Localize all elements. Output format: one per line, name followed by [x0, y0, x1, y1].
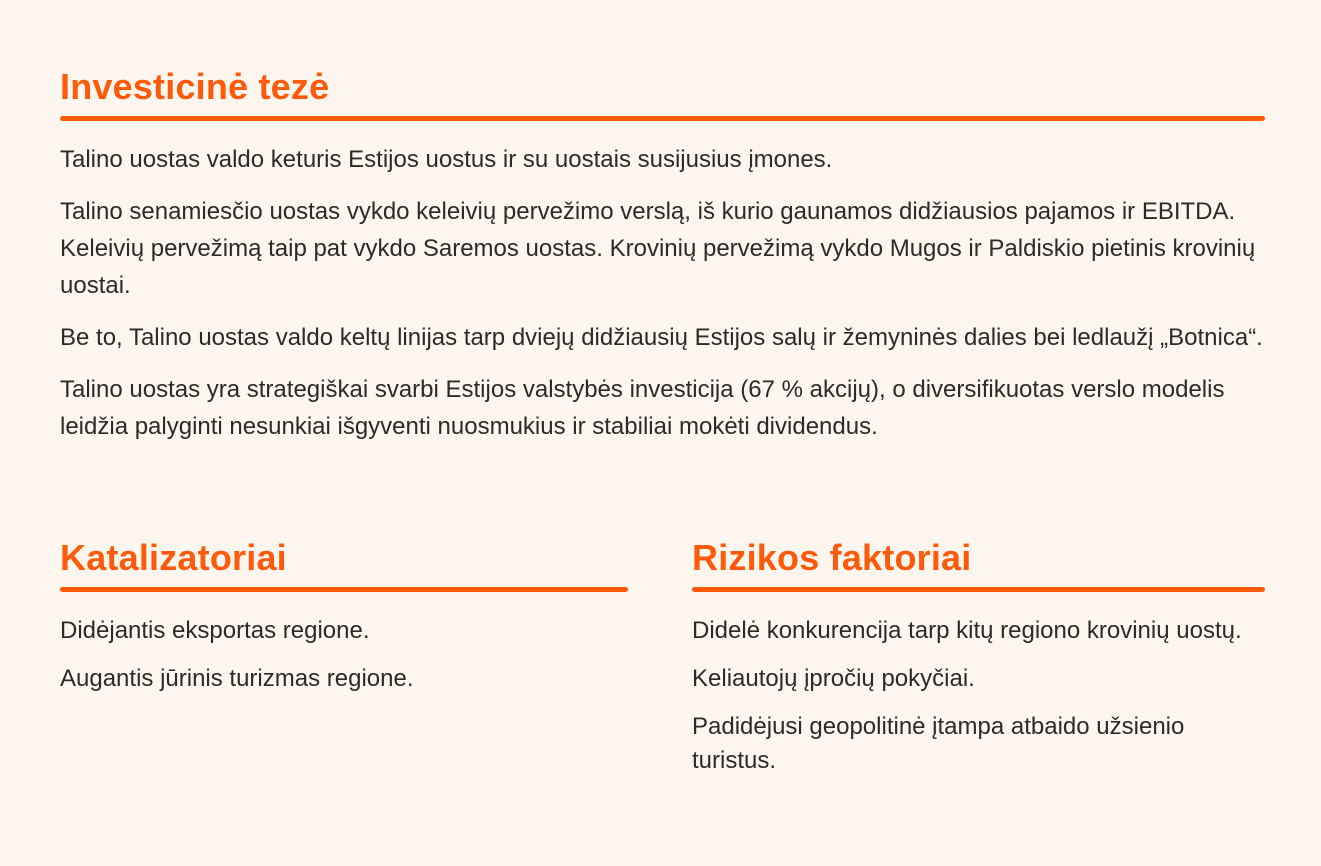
catalyst-item-1: Didėjantis eksportas regione.: [60, 617, 370, 644]
catalysts-title-divider: [60, 587, 628, 592]
investment-thesis-section: [60, 66, 1265, 460]
catalyst-item-2: Augantis jūrinis turizmas regione.: [60, 665, 414, 692]
thesis-paragraph-4: Talino uostas yra strategiškai svarbi Estijos valstybės investicija (67 % akcijų), o diversifikuotas verslo modelis leidžia palyginti nesunkiai išgyventi nuosmukius ir stabiliai mokėti dividendus.: [60, 376, 1225, 440]
thesis-paragraph-2: Talino senamiesčio uostas vykdo keleivių pervežimo verslą, iš kurio gaunamos didžiausios pajamos ir EBITDA. Keleivių pervežimą taip pat vykdo Saremos uostas. Krovinių pervežimą vykdo Mugos ir Paldiskio pietinis krovinių uostai.: [60, 198, 1256, 299]
risks-title: Rizikos faktoriai: [692, 537, 972, 578]
risk-item-1: Didelė konkurencija tarp kitų regiono krovinių uostų.: [692, 617, 1242, 644]
thesis-paragraph-3: Be to, Talino uostas valdo keltų linijas tarp dviejų didžiausių Estijos salų ir žemyninės dalies bei ledlaužį „Botnica“.: [60, 324, 1263, 351]
thesis-title-divider: [60, 116, 1265, 121]
catalysts-title: Katalizatoriai: [60, 537, 287, 578]
catalysts-section: [60, 537, 628, 710]
risk-item-2: Keliautojų įpročių pokyčiai.: [692, 665, 975, 692]
thesis-title: Investicinė tezė: [60, 66, 330, 107]
thesis-paragraph-1: Talino uostas valdo keturis Estijos uostus ir su uostais susijusius įmones.: [60, 146, 833, 173]
risk-factors-section: [692, 537, 1265, 792]
risks-title-divider: [692, 587, 1265, 592]
risk-item-3: Padidėjusi geopolitinė įtampa atbaido užsienio turistus.: [692, 713, 1185, 774]
